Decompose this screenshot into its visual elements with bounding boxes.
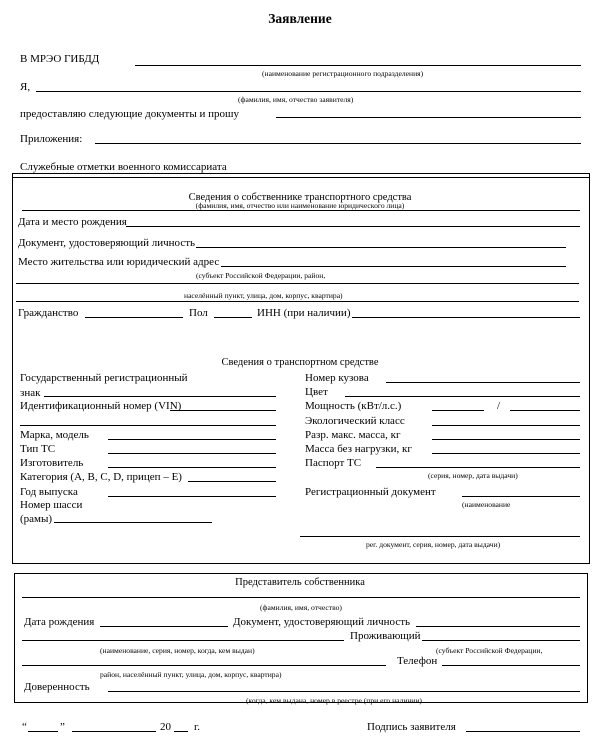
rep-doc-hint: (наименование, серия, номер, когда, кем выдан) [100, 646, 255, 655]
representative-title: Представитель собственника [235, 577, 365, 588]
rep-residence-label: Проживающий [350, 630, 421, 642]
applicant-name-field[interactable] [36, 91, 581, 92]
owner-document-field[interactable] [196, 247, 566, 248]
owner-residence-hint2: населённый пункт, улица, дом, корпус, квартира) [184, 291, 343, 300]
rep-address-field[interactable] [22, 665, 386, 666]
rep-poa-hint: (когда, кем выдана, номер в реестре (при его наличии) [246, 696, 422, 705]
attachments-field[interactable] [95, 143, 581, 144]
eco-label: Экологический класс [305, 415, 405, 427]
box-top-rule [12, 177, 589, 178]
reg-doc-label: Регистрационный документ [305, 486, 436, 498]
power-slash: / [497, 400, 501, 412]
vin-field[interactable] [170, 410, 276, 411]
signature-label: Подпись заявителя [367, 721, 456, 733]
i-label: Я, [20, 81, 31, 93]
attachments-label: Приложения: [20, 133, 83, 145]
owner-residence-field-3[interactable] [16, 301, 579, 302]
manufacturer-label: Изготовитель [20, 457, 84, 469]
type-field[interactable] [108, 453, 276, 454]
make-field[interactable] [108, 439, 276, 440]
date-day-field[interactable] [28, 731, 58, 732]
chassis-label-2: (рамы) [20, 513, 53, 525]
passport-label: Паспорт ТС [305, 457, 362, 469]
inn-field[interactable] [352, 317, 580, 318]
reg-sign-label-2: знак [20, 387, 41, 399]
rep-subject-hint: (субъект Российской Федерации, [436, 646, 543, 655]
owner-birth-label: Дата и место рождения [18, 216, 127, 228]
type-label: Тип ТС [20, 443, 56, 455]
to-label: В МРЭО ГИБДД [20, 53, 100, 65]
passport-hint: (серия, номер, дата выдачи) [428, 471, 518, 480]
rep-document-label: Документ, удостоверяющий личность [233, 616, 411, 628]
request-field[interactable] [276, 117, 581, 118]
reg-sign-label-1: Государственный регистрационный [20, 372, 188, 384]
date-year-field[interactable] [174, 731, 188, 732]
power-hp-field[interactable] [510, 410, 580, 411]
power-kw-field[interactable] [432, 410, 484, 411]
body-field[interactable] [386, 382, 580, 383]
sex-field[interactable] [214, 317, 252, 318]
owner-section-subtitle: (фамилия, имя, отчество или наименование юридического лица) [195, 201, 405, 210]
rep-poa-label: Доверенность [24, 681, 90, 693]
max-mass-field[interactable] [432, 439, 580, 440]
rep-birth-field[interactable] [100, 626, 228, 627]
applicant-name-hint: (фамилия, имя, отчество заявителя) [238, 95, 354, 104]
to-hint: (наименование регистрационного подразделения) [262, 69, 424, 78]
reg-sign-field[interactable] [44, 396, 276, 397]
category-label: Категория (A, B, C, D, прицеп – E) [20, 471, 182, 483]
rep-address-hint: район, населённый пункт, улица, дом, корпус, квартира) [100, 670, 282, 679]
signature-field[interactable] [466, 731, 580, 732]
date-close-quote: ” [60, 721, 65, 733]
rep-document-field[interactable] [416, 626, 580, 627]
rep-document-field-2[interactable] [22, 640, 344, 641]
reg-doc-field[interactable] [462, 496, 580, 497]
category-field[interactable] [188, 481, 276, 482]
reg-doc-hint: (наименование [462, 500, 511, 509]
year-label: Год выпуска [20, 486, 78, 498]
reg-doc-hint-2: рег. документ, серия, номер, дата выдачи) [366, 540, 501, 549]
owner-residence-hint1: (субъект Российской Федерации, район, [196, 271, 326, 280]
year-field[interactable] [108, 496, 276, 497]
rep-name-field[interactable] [22, 597, 580, 598]
body-label: Номер кузова [305, 372, 369, 384]
max-mass-label: Разр. макс. масса, кг [305, 429, 401, 441]
provide-label: предоставляю следующие документы и прошу [20, 108, 239, 120]
citizenship-label: Гражданство [18, 307, 79, 319]
manufacturer-field[interactable] [108, 467, 276, 468]
unladen-mass-field[interactable] [432, 453, 580, 454]
owner-birth-field[interactable] [126, 226, 580, 227]
vin-field-2[interactable] [20, 425, 276, 426]
sex-label: Пол [189, 307, 208, 319]
color-field[interactable] [345, 396, 580, 397]
citizenship-field[interactable] [85, 317, 183, 318]
make-label: Марка, модель [20, 429, 89, 441]
rep-phone-field[interactable] [442, 665, 580, 666]
date-year-suffix: г. [194, 721, 201, 733]
page-title: Заявление [268, 11, 332, 26]
military-label: Служебные отметки военного комиссариата [20, 161, 227, 173]
owner-document-label: Документ, удостоверяющий личность [18, 237, 196, 249]
owner-residence-label: Место жительства или юридический адрес [18, 256, 220, 268]
inn-label: ИНН (при наличии) [257, 307, 351, 319]
chassis-label-1: Номер шасси [20, 499, 83, 511]
date-year-prefix: 20 [160, 721, 171, 733]
date-open-quote: “ [22, 721, 27, 733]
owner-section-title: Сведения о собственнике транспортного средства [188, 192, 412, 203]
owner-name-field[interactable] [22, 210, 580, 211]
owner-residence-field-2[interactable] [16, 283, 579, 284]
eco-field[interactable] [432, 425, 580, 426]
rep-phone-label: Телефон [397, 655, 438, 667]
rep-residence-field[interactable] [422, 640, 580, 641]
chassis-field[interactable] [54, 522, 212, 523]
vin-label: Идентификационный номер (VIN) [20, 400, 182, 412]
color-label: Цвет [305, 386, 328, 398]
rep-name-hint: (фамилия, имя, отчество) [260, 603, 342, 612]
rep-poa-field[interactable] [108, 691, 580, 692]
to-field[interactable] [135, 65, 581, 66]
rep-birth-label: Дата рождения [24, 616, 95, 628]
power-label: Мощность (кВт/л.с.) [305, 400, 402, 412]
representative-box [14, 573, 588, 703]
vehicle-section-title: Сведения о транспортном средстве [221, 357, 379, 368]
unladen-mass-label: Масса без нагрузки, кг [305, 443, 412, 455]
passport-field[interactable] [376, 467, 580, 468]
date-month-field[interactable] [72, 731, 156, 732]
reg-doc-field-2[interactable] [300, 536, 580, 537]
owner-residence-field[interactable] [221, 266, 566, 267]
